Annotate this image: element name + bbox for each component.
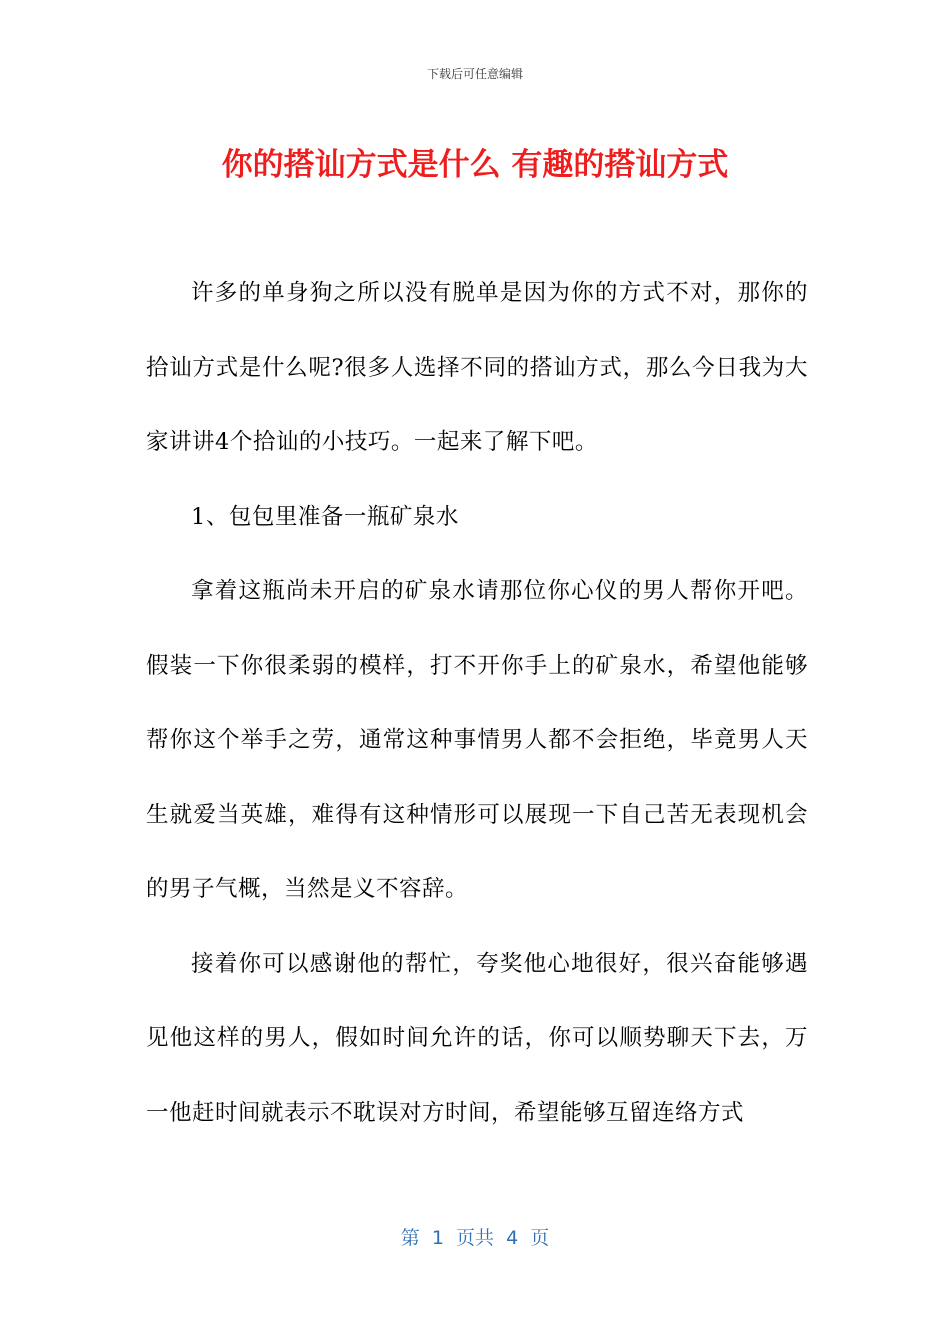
document-body	[146, 256, 808, 1150]
section-heading-1: 1、包包里准备一瓶矿泉水	[191, 503, 459, 530]
paragraph-section-1: 拿着这瓶尚未开启的矿泉水请那位你心仪的男人帮你开吧。假装一下你很柔弱的模样，打不开你手上的矿泉水，希望他能够帮你这个举手之劳，通常这种事情男人都不会拒绝，毕竟男人天生就爱当英雄，难得有这种情形可以展现一下自己苦无表现机会的男子气概，当然是义不容辞。	[146, 578, 808, 902]
page-number-footer: 第 1 页共 4 页	[400, 1227, 550, 1249]
paragraph-section-1-continued: 接着你可以感谢他的帮忙，夸奖他心地很好，很兴奋能够遇见他这样的男人，假如时间允许的话，你可以顺势聊天下去，万一他赶时间就表示不耽误对方时间，希望能够互留连络方式	[146, 950, 808, 1126]
paragraph-intro: 许多的单身狗之所以没有脱单是因为你的方式不对，那你的拾讪方式是什么呢?很多人选择不同的搭讪方式，那么今日我为大家讲讲4个拾讪的小技巧。一起来了解下吧。	[146, 280, 808, 455]
document-title: 你的搭讪方式是什么 有趣的搭讪方式	[221, 147, 729, 183]
header-note: 下载后可任意编辑	[426, 67, 523, 81]
